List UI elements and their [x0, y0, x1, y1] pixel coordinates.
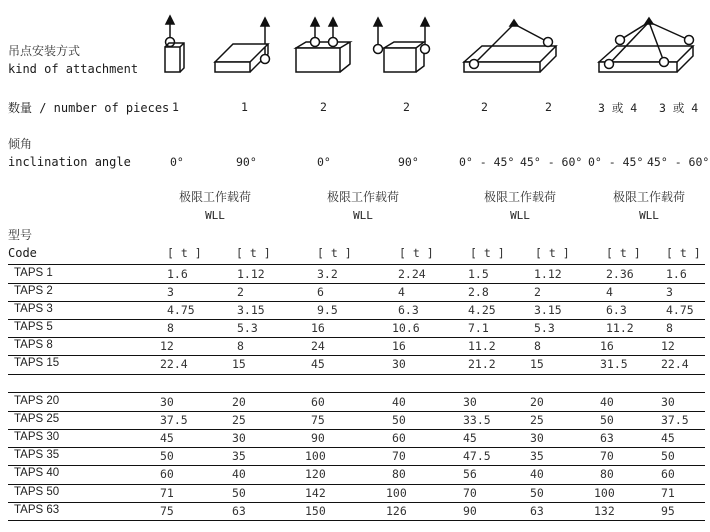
table-rule — [8, 319, 705, 320]
row-code: TAPS 30 — [14, 431, 60, 443]
row-value: 8 — [237, 339, 244, 353]
row-value: 3 — [666, 285, 673, 299]
row-value: 70 — [463, 486, 477, 500]
row-value: 30 — [530, 431, 544, 445]
pieces-label: 数量 / number of pieces — [8, 101, 170, 115]
row-code: TAPS 15 — [14, 357, 60, 369]
wll-header-cn: 极限工作载荷 — [483, 190, 556, 204]
row-value: 90 — [311, 431, 325, 445]
row-value: 4 — [606, 285, 613, 299]
row-value: 75 — [311, 413, 325, 427]
row-value: 60 — [392, 431, 406, 445]
row-code: TAPS 8 — [14, 339, 53, 351]
table-rule — [8, 429, 705, 430]
wll-header-en: WLL — [510, 209, 530, 222]
wll-header-cn: 极限工作载荷 — [178, 190, 251, 204]
row-value: 25 — [232, 413, 246, 427]
row-value: 45 — [661, 431, 675, 445]
row-value: 95 — [661, 504, 675, 518]
angle-value: 0° — [317, 155, 331, 169]
row-value: 35 — [530, 449, 544, 463]
row-value: 70 — [392, 449, 406, 463]
row-value: 20 — [232, 395, 246, 409]
row-value: 2 — [534, 285, 541, 299]
row-value: 6.3 — [398, 303, 419, 317]
table-rule — [8, 484, 705, 485]
pieces-value: 3 或 4 — [598, 101, 638, 115]
row-value: 50 — [530, 486, 544, 500]
row-value: 5.3 — [534, 321, 555, 335]
unit-label: [ t ] — [535, 246, 570, 260]
row-value: 11.2 — [606, 321, 634, 335]
row-value: 7.1 — [468, 321, 489, 335]
row-code: TAPS 20 — [14, 395, 60, 407]
row-value: 22.4 — [160, 357, 188, 371]
unit-label: [ t ] — [666, 246, 701, 260]
angle-value: 90° — [398, 155, 419, 169]
unit-label: [ t ] — [317, 246, 352, 260]
code-header-cn: 型号 — [8, 228, 33, 242]
pieces-value: 2 — [481, 100, 488, 114]
row-value: 50 — [232, 486, 246, 500]
row-value: 30 — [463, 395, 477, 409]
row-value: 90 — [463, 504, 477, 518]
unit-label: [ t ] — [236, 246, 271, 260]
row-value: 75 — [160, 504, 174, 518]
single-vertical-lift-icon — [160, 14, 192, 76]
table-rule — [8, 301, 705, 302]
row-value: 126 — [386, 504, 407, 518]
four-leg-sling-icon — [595, 14, 700, 76]
table-rule — [8, 502, 705, 503]
row-value: 20 — [530, 395, 544, 409]
row-value: 47.5 — [463, 449, 491, 463]
table-rule — [8, 392, 705, 393]
wll-header-cn: 极限工作载荷 — [612, 190, 685, 204]
row-value: 8 — [167, 321, 174, 335]
unit-label: [ t ] — [399, 246, 434, 260]
row-value: 80 — [392, 467, 406, 481]
table-rule — [8, 447, 705, 448]
row-code: TAPS 50 — [14, 486, 60, 498]
row-value: 60 — [160, 467, 174, 481]
row-value: 3.2 — [317, 267, 338, 281]
row-value: 45 — [463, 431, 477, 445]
row-code: TAPS 2 — [14, 285, 53, 297]
row-code: TAPS 35 — [14, 449, 60, 461]
attachment-label-cn: 吊点安装方式 — [8, 44, 81, 58]
row-value: 3.15 — [237, 303, 265, 317]
angle-value: 0° — [170, 155, 184, 169]
table-rule — [8, 465, 705, 466]
row-code: TAPS 1 — [14, 267, 53, 279]
angle-value: 0° - 45° — [588, 155, 644, 169]
row-value: 3 — [167, 285, 174, 299]
code-header-en: Code — [8, 246, 37, 260]
row-value: 45 — [160, 431, 174, 445]
row-value: 2 — [237, 285, 244, 299]
row-value: 63 — [530, 504, 544, 518]
row-value: 2.24 — [398, 267, 426, 281]
row-value: 9.5 — [317, 303, 338, 317]
row-value: 60 — [311, 395, 325, 409]
row-value: 150 — [305, 504, 326, 518]
row-value: 16 — [600, 339, 614, 353]
row-value: 16 — [311, 321, 325, 335]
row-code: TAPS 3 — [14, 303, 53, 315]
row-value: 70 — [600, 449, 614, 463]
row-value: 1.12 — [534, 267, 562, 281]
row-value: 15 — [530, 357, 544, 371]
row-code: TAPS 63 — [14, 504, 60, 516]
pieces-value: 3 或 4 — [659, 101, 699, 115]
row-value: 30 — [392, 357, 406, 371]
row-value: 40 — [392, 395, 406, 409]
row-value: 100 — [386, 486, 407, 500]
table-rule — [8, 337, 705, 338]
unit-label: [ t ] — [167, 246, 202, 260]
wll-header-en: WLL — [353, 209, 373, 222]
pieces-value: 1 — [241, 100, 248, 114]
angle-value: 45° - 60° — [520, 155, 583, 169]
row-value: 56 — [463, 467, 477, 481]
row-value: 1.6 — [666, 267, 687, 281]
wll-header-en: WLL — [639, 209, 659, 222]
angle-value: 45° - 60° — [647, 155, 710, 169]
row-value: 50 — [392, 413, 406, 427]
row-value: 12 — [661, 339, 675, 353]
angle-value: 0° - 45° — [459, 155, 515, 169]
pieces-value: 2 — [320, 100, 327, 114]
row-value: 25 — [530, 413, 544, 427]
row-value: 40 — [530, 467, 544, 481]
row-value: 50 — [661, 449, 675, 463]
row-value: 40 — [232, 467, 246, 481]
row-value: 2.36 — [606, 267, 634, 281]
row-value: 24 — [311, 339, 325, 353]
row-value: 63 — [232, 504, 246, 518]
row-value: 10.6 — [392, 321, 420, 335]
row-value: 5.3 — [237, 321, 258, 335]
row-value: 63 — [600, 431, 614, 445]
unit-label: [ t ] — [470, 246, 505, 260]
pieces-value: 2 — [545, 100, 552, 114]
double-top-lift-icon — [292, 14, 354, 76]
row-value: 142 — [305, 486, 326, 500]
row-value: 4.75 — [167, 303, 195, 317]
wll-header-en: WLL — [205, 209, 225, 222]
row-value: 30 — [661, 395, 675, 409]
row-value: 3.15 — [534, 303, 562, 317]
row-value: 15 — [232, 357, 246, 371]
attachment-label-en: kind of attachment — [8, 62, 139, 76]
double-side-lift-icon — [368, 14, 438, 76]
row-value: 31.5 — [600, 357, 628, 371]
row-value: 16 — [392, 339, 406, 353]
row-value: 8 — [534, 339, 541, 353]
table-rule — [8, 411, 705, 412]
row-value: 12 — [160, 339, 174, 353]
row-value: 80 — [600, 467, 614, 481]
row-code: TAPS 5 — [14, 321, 53, 333]
table-rule — [8, 520, 705, 521]
row-code: TAPS 40 — [14, 467, 60, 479]
table-rule — [8, 283, 705, 284]
angle-value: 90° — [236, 155, 257, 169]
row-value: 33.5 — [463, 413, 491, 427]
pieces-value: 1 — [172, 100, 179, 114]
two-leg-sling-icon — [460, 14, 560, 76]
row-value: 4.25 — [468, 303, 496, 317]
row-value: 50 — [600, 413, 614, 427]
row-value: 4.75 — [666, 303, 694, 317]
row-value: 100 — [594, 486, 615, 500]
row-value: 2.8 — [468, 285, 489, 299]
row-value: 40 — [600, 395, 614, 409]
row-value: 4 — [398, 285, 405, 299]
wll-header-cn: 极限工作载荷 — [326, 190, 399, 204]
row-value: 100 — [305, 449, 326, 463]
row-value: 6 — [317, 285, 324, 299]
unit-label: [ t ] — [606, 246, 641, 260]
row-value: 37.5 — [160, 413, 188, 427]
pieces-value: 2 — [403, 100, 410, 114]
row-value: 6.3 — [606, 303, 627, 317]
row-value: 35 — [232, 449, 246, 463]
table-rule — [8, 374, 705, 375]
row-value: 71 — [661, 486, 675, 500]
row-value: 1.12 — [237, 267, 265, 281]
row-value: 71 — [160, 486, 174, 500]
row-value: 50 — [160, 449, 174, 463]
row-value: 1.6 — [167, 267, 188, 281]
row-value: 60 — [661, 467, 675, 481]
row-value: 30 — [160, 395, 174, 409]
row-value: 8 — [666, 321, 673, 335]
row-value: 1.5 — [468, 267, 489, 281]
row-code: TAPS 25 — [14, 413, 60, 425]
row-value: 30 — [232, 431, 246, 445]
row-value: 132 — [594, 504, 615, 518]
row-value: 37.5 — [661, 413, 689, 427]
table-rule — [8, 264, 705, 265]
row-value: 45 — [311, 357, 325, 371]
row-value: 22.4 — [661, 357, 689, 371]
row-value: 120 — [305, 467, 326, 481]
angle-label-en: inclination angle — [8, 155, 131, 169]
single-side-lift-icon — [210, 14, 275, 76]
table-rule — [8, 355, 705, 356]
row-value: 21.2 — [468, 357, 496, 371]
angle-label-cn: 倾角 — [8, 137, 33, 151]
row-value: 11.2 — [468, 339, 496, 353]
